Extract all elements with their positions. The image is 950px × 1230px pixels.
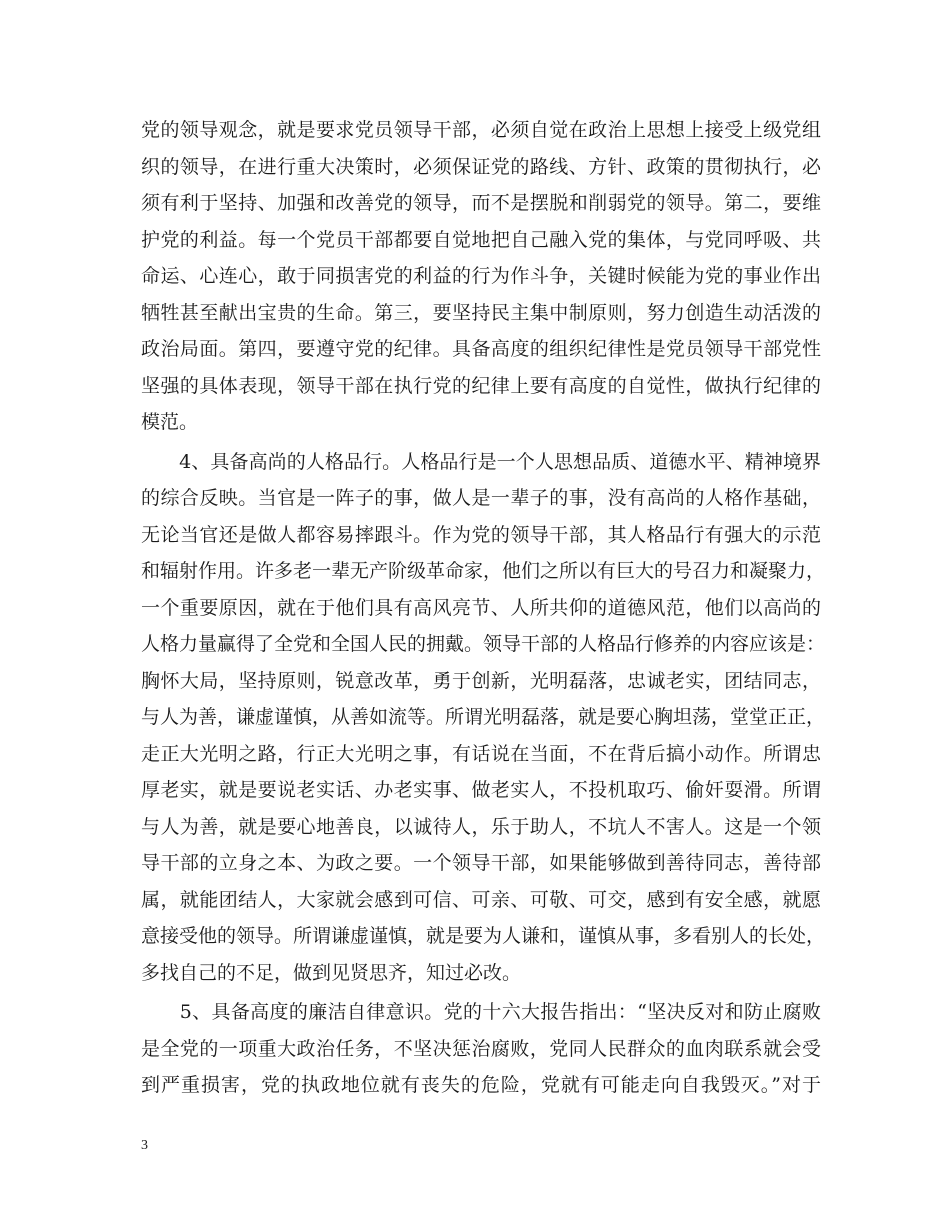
text-line: 织的领导，在进行重大决策时，必须保证党的路线、方针、政策的贯彻执行，必 xyxy=(141,155,821,178)
text-line: 政治局面。第四，要遵守党的纪律。具备高度的组织纪律性是党员领导干部党性 xyxy=(141,338,821,360)
text-line: 胸怀大局，坚持原则，锐意改革，勇于创新，光明磊落，忠诚老实，团结同志， xyxy=(141,669,821,692)
text-line: 导干部的立身之本、为政之要。一个领导干部，如果能够做到善待同志，善待部 xyxy=(141,852,821,874)
text-line: 模范。 xyxy=(141,411,199,433)
text-line: 须有利于坚持、加强和改善党的领导，而不是摆脱和削弱党的领导。第二，要维 xyxy=(141,192,821,214)
text-line: 到严重损害，党的执政地位就有丧失的危险，党就有可能走向自我毁灭。”对于 xyxy=(141,1074,821,1096)
text-line: 意接受他的领导。所谓谦虚谨慎，就是要为人谦和，谨慎从事，多看别人的长处， xyxy=(141,925,826,947)
text-line: 是全党的一项重大政治任务，不坚决惩治腐败，党同人民群众的血肉联系就会受 xyxy=(141,1037,821,1060)
text-line: 走正大光明之路，行正大光明之事，有话说在当面，不在背后搞小动作。所谓忠 xyxy=(141,742,821,765)
text-line: 和辐射作用。许多老一辈无产阶级革命家，他们之所以有巨大的号召力和凝聚力， xyxy=(141,560,826,582)
text-line: 与人为善，就是要心地善良，以诚待人，乐于助人，不坑人不害人。这是一个领 xyxy=(141,815,821,838)
text-line: 党的领导观念，就是要求党员领导干部，必须自觉在政治上思想上接受上级党组 xyxy=(141,119,821,141)
text-line: 属，就能团结人，大家就会感到可信、可亲、可敬、可交，感到有安全感，就愿 xyxy=(141,888,821,911)
text-line: 厚老实，就是要说老实话、办老实事、做老实人，不投机取巧、偷奸耍滑。所谓 xyxy=(141,779,821,801)
text-line: 牺牲甚至献出宝贵的生命。第三，要坚持民主集中制原则，努力创造生动活泼的 xyxy=(141,301,821,324)
text-line: 命运、心连心，敢于同损害党的利益的行为作斗争，关键时候能为党的事业作出 xyxy=(141,265,821,287)
text-line: 与人为善，谦虚谨慎，从善如流等。所谓光明磊落，就是要心胸坦荡，堂堂正正， xyxy=(141,706,826,728)
text-line: 一个重要原因，就在于他们具有高风亮节、人所共仰的道德风范，他们以高尚的 xyxy=(141,596,821,619)
text-line: 护党的利益。每一个党员干部都要自觉地把自己融入党的集体，与党同呼吸、共 xyxy=(141,228,821,251)
text-line: 5、具备高度的廉洁自律意识。党的十六大报告指出：“坚决反对和防止腐败 xyxy=(141,1001,821,1023)
text-line: 多找自己的不足，做到见贤思齐，知过必改。 xyxy=(141,961,522,984)
text-line: 人格力量赢得了全党和全国人民的拥戴。领导干部的人格品行修养的内容应该是： xyxy=(141,633,826,655)
text-line: 无论当官还是做人都容易摔跟斗。作为党的领导干部，其人格品行有强大的示范 xyxy=(141,523,821,546)
text-line: 坚强的具体表现，领导干部在执行党的纪律上要有高度的自觉性，做执行纪律的 xyxy=(141,374,821,397)
body-text xyxy=(141,112,826,1104)
text-line: 4、具备高尚的人格品行。人格品行是一个人思想品质、道德水平、精神境界 xyxy=(141,450,821,473)
text-line: 的综合反映。当官是一阵子的事，做人是一辈子的事，没有高尚的人格作基础， xyxy=(141,487,821,509)
page-number: 3 xyxy=(141,1138,148,1153)
